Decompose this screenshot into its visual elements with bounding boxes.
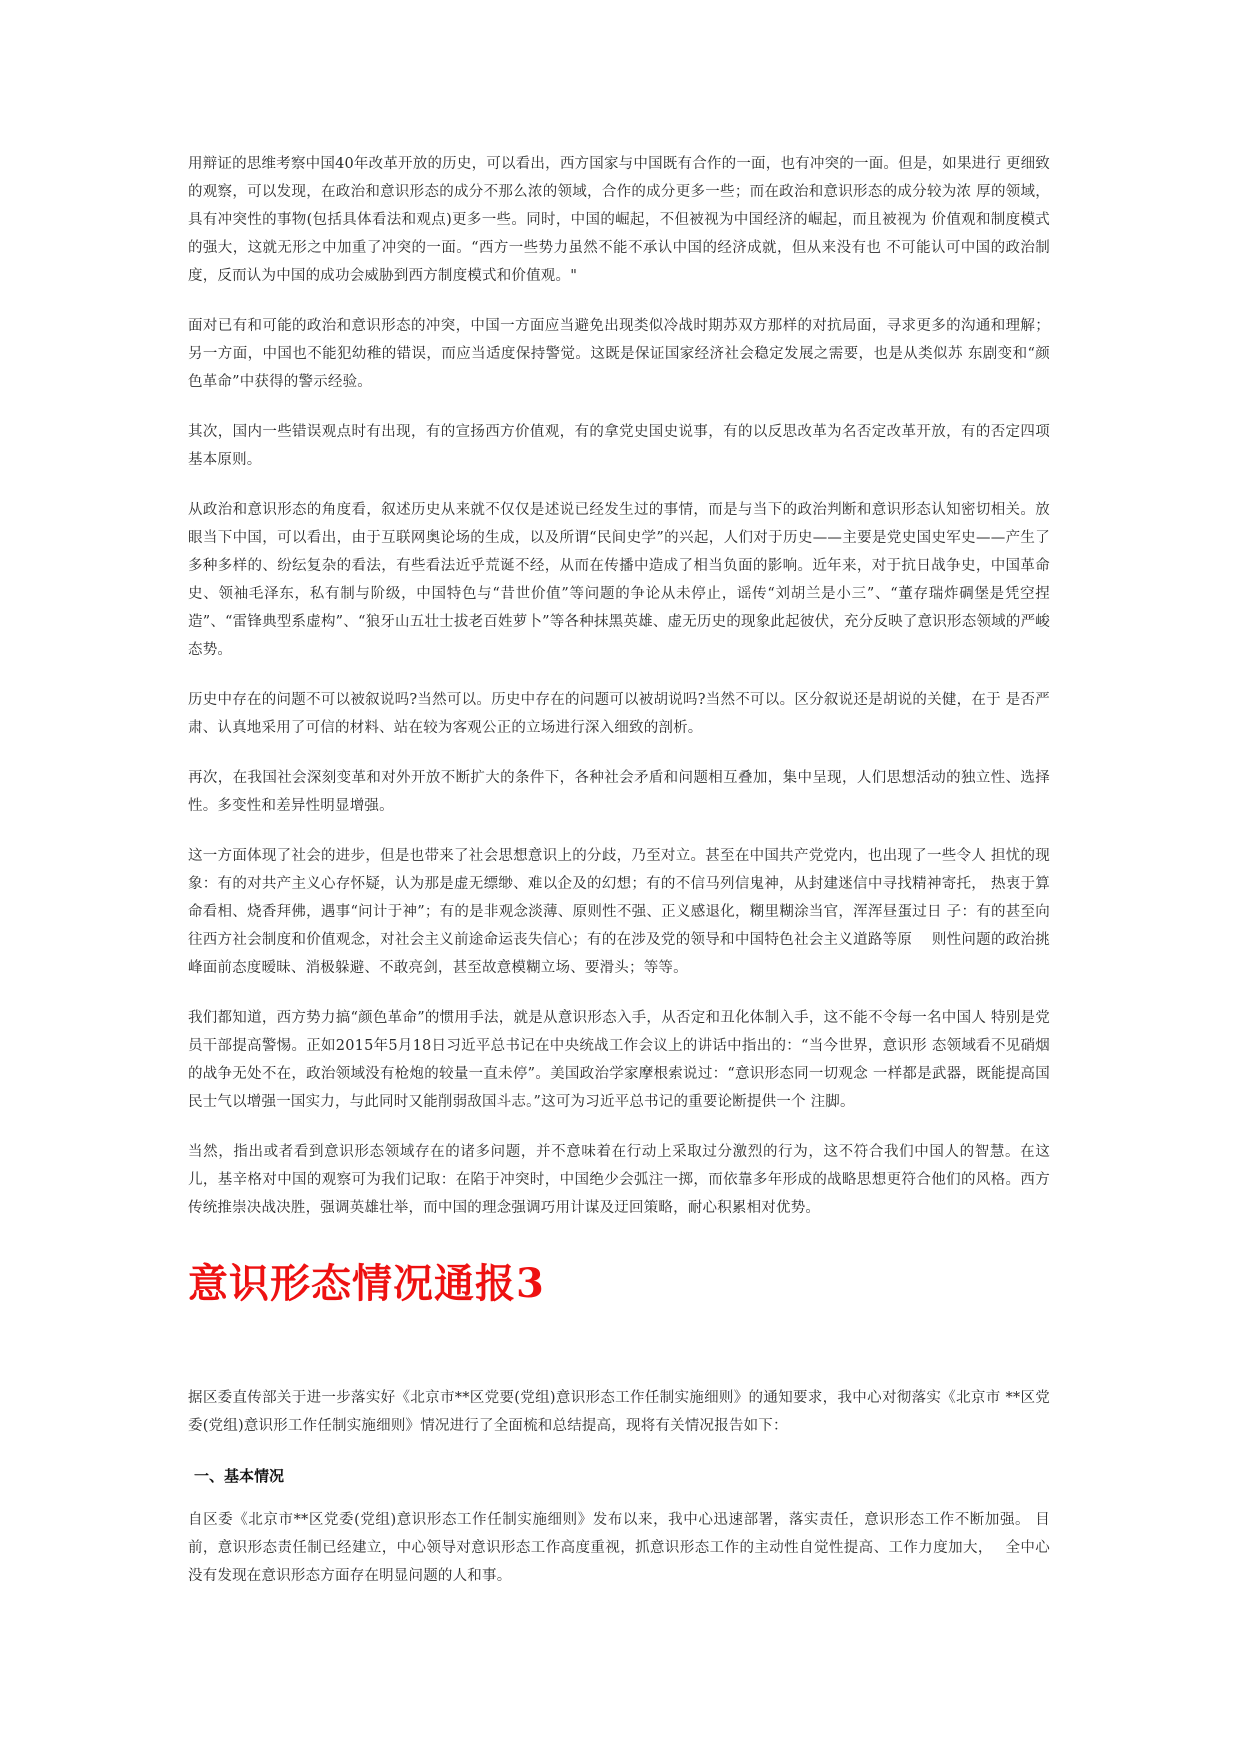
section-heading-basic-situation: 一、基本情况	[194, 1467, 285, 1485]
paragraph: 其次，国内一些错误观点时有出现，有的宣扬西方价值观，有的拿党史国史说事，有的以反思改革为名否定改革开放，有的否定四项基本原则。	[188, 424, 1050, 468]
paragraph: 再次，在我国社会深刻变革和对外开放不断扩大的条件下，各种社会矛盾和问题相互叠加，集中呈现，人们思想活动的独立性、选择性。多变性和差异性明显增强。	[188, 770, 1050, 814]
report-title: 意识形态情况通报3	[188, 1260, 545, 1307]
paragraph: 从政治和意识形态的角度看，叙述历史从来就不仅仅是述说已经发生过的事情，而是与当下的政治判断和意识形态认知密切相关。放眼当下中国，可以看出，由于互联网奥论场的生成，以及所谓“民间史学”的兴起，人们对于历史——主要是党史国史军史——产生了多种多样的、纷纭复杂的看法，有些看法近乎荒诞不经，从而在传播中造成了相当负面的影响。近年来，对于抗日战争史，中国革命史、领袖毛泽东，私有制与阶级，中国特色与“昔世价值”等问题的争论从未停止，谣传“刘胡兰是小三”、“董存瑞炸碉堡是凭空捏造”、“雷锋典型系虚构”、“狼牙山五壮士拔老百姓萝卜”等各种抹黑英雄、虚无历史的现象此起彼伏，充分反映了意识形态领域的严峻态势。	[188, 502, 1050, 658]
intro-paragraph: 据区委直传部关于进一步落实好《北京市**区党要(党组)意识形态工作任制实施细则》的通知要求，我中心对彻落实《北京市 **区党委(党组)意识形工作任制实施细则》情况进行了全面梳和总结提高，现将有关情况报告如下：	[188, 1390, 1050, 1434]
paragraph: 这一方面体现了社会的进步，但是也带来了社会思想意识上的分歧，乃至对立。甚至在中国共产党党内，也出现了一些令人 担忧的现象：有的对共产主义心存怀疑，认为那是虚无缥缈、难以企及的幻想；有的不信马列信鬼神，从封建迷信中寻找精神寄托， 热衷于算命看相、烧香拜佛，遇事“问计于神”；有的是非观念淡薄、原则性不强、正义感退化，糊里糊涂当官，浑浑昼蛋过日 子：有的甚至向往西方社会制度和价值观念，对社会主义前途命运丧失信心；有的在涉及党的领导和中国特色社会主义道路等原 则性问题的政治挑峰面前态度暧昧、消极躲避、不敢亮剑，甚至故意模糊立场、要滑头；等等。	[188, 848, 1050, 976]
paragraph: 我们都知道，西方势力搞“颜色革命”的惯用手法，就是从意识形态入手，从否定和丑化体制入手，这不能不令每一名中国人 特别是党员干部提高警惕。正如2015年5月18日习近平总书记在中央统战工作会议上的讲话中指出的：“当今世界，意识形 态领域看不见硝烟的战争无处不在，政治领域没有枪炮的较量一直未停”。美国政治学家摩根索说过：“意识形态同一切观念 一样都是武器，既能提高国民士气以增强一国实力，与此同时又能削弱敌国斗志。”这可为习近平总书记的重要论断提供一个 注脚。	[188, 1010, 1050, 1110]
document-page	[188, 150, 1050, 1612]
paragraph: 历史中存在的问题不可以被叙说吗?当然可以。历史中存在的问题可以被胡说吗?当然不可以。区分叙说还是胡说的关健，在于 是否严肃、认真地采用了可信的材料、站在较为客观公正的立场进行深入细致的剖析。	[188, 692, 1050, 736]
paragraph: 用辩证的思维考察中国40年改革开放的历史，可以看出，西方国家与中国既有合作的一面，也有冲突的一面。但是，如果进行 更细致的观察，可以发现，在政治和意识形态的成分不那么浓的领域，合作的成分更多一些；而在政治和意识形态的成分较为浓 厚的领域，具有冲突性的事物(包括具体看法和观点)更多一些。同时，中国的崛起，不但被视为中国经济的崛起，而且被视为 价值观和制度模式的强大，这就无形之中加重了冲突的一面。“西方一些势力虽然不能不承认中国的经济成就，但从来没有也 不可能认可中国的政治制度，反而认为中国的成功会威胁到西方制度模式和价值观。"	[188, 156, 1050, 284]
paragraph: 当然，指出或者看到意识形态领域存在的诸多问题，并不意味着在行动上采取过分激烈的行为，这不符合我们中国人的智慧。在这儿，基辛格对中国的观察可为我们记取：在陷于冲突时，中国绝少会弧注一掷，而依靠多年形成的战略思想更符合他们的风格。西方传统推崇决战决胜，强调英雄壮举，而中国的理念强调巧用计谋及迂回策略，耐心积累相对优势。	[188, 1144, 1050, 1216]
paragraph: 面对已有和可能的政治和意识形态的冲突，中国一方面应当避免出现类似冷战时期苏双方那样的对抗局面，寻求更多的沟通和理解；另一方面，中国也不能犯幼稚的错误，而应当适度保持警觉。这既是保证国家经济社会稳定发展之需要，也是从类似苏 东剧变和“颜色革命”中获得的警示经验。	[188, 318, 1050, 390]
section-body: 自区委《北京市**区党委(党组)意识形态工作任制实施细则》发布以来，我中心迅速部署，落实责任，意识形态工作不断加强。 目前，意识形态责任制已经建立，中心领导对意识形态工作高度重视，抓意识形态工作的主动性自觉性提高、工作力度加大， 全中心没有发现在意识形态方面存在明显问题的人和事。	[188, 1512, 1050, 1584]
